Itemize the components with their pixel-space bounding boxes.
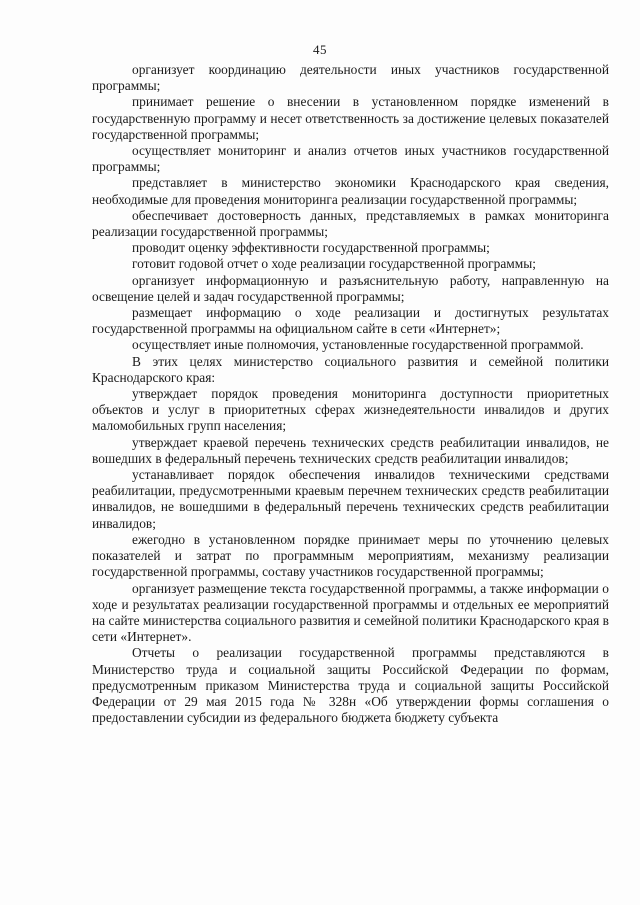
paragraph: размещает информацию о ходе реализации и достигнутых результатах государственной программы на официальном сайте в сети «Интернет»; <box>92 305 609 337</box>
paragraph: осуществляет иные полномочия, установленные государственной программой. <box>132 337 584 353</box>
paragraph: представляет в министерство экономики Краснодарского края сведения, необходимые для проведения мониторинга реализации государственной программы; <box>92 175 609 207</box>
paragraph: Отчеты о реализации государственной программы представляются в Министерство труда и социальной защиты Российской Федерации по формам, предусмотренным приказом Министерства труда и социальной защиты Российской Федерации от 29 мая 2015 года № 328н «Об утверждении формы соглашения о предоставлении субсидии из федерального бюджета бюджету субъекта <box>92 645 609 726</box>
paragraph: утверждает порядок проведения мониторинга доступности приоритетных объектов и услуг в приоритетных сферах жизнедеятельности инвалидов и других маломобильных групп населения; <box>92 386 609 434</box>
paragraph: осуществляет мониторинг и анализ отчетов иных участников государственной программы; <box>92 143 609 175</box>
document-body <box>92 62 609 726</box>
paragraph: обеспечивает достоверность данных, представляемых в рамках мониторинга реализации государственной программы; <box>92 207 609 240</box>
paragraph: В этих целях министерство социального развития и семейной политики Краснодарского края: <box>92 353 609 385</box>
paragraph: устанавливает порядок обеспечения инвалидов техническими средствами реабилитации, предусмотренными краевым перечнем технических средств реабилитации инвалидов, не вошедшими в федеральный перечень технических средств реабилитации инвалидов; <box>92 467 609 531</box>
paragraph: утверждает краевой перечень технических средств реабилитации инвалидов, не вошедших в федеральный перечень технических средств реабилитации инвалидов; <box>92 434 609 466</box>
paragraph: организует информационную и разъяснительную работу, направленную на освещение целей и задач государственной программы; <box>92 272 609 304</box>
paragraph: готовит годовой отчет о ходе реализации государственной программы; <box>132 256 536 272</box>
paragraph: организует координацию деятельности иных участников государственной программы; <box>92 62 609 94</box>
paragraph: ежегодно в установленном порядке принимает меры по уточнению целевых показателей и затрат по программным мероприятиям, механизму реализации государственной программы, составу участников государственной программы; <box>92 531 609 580</box>
paragraph: принимает решение о внесении в установленном порядке изменений в государственную программу и несет ответственность за достижение целевых показателей государственной программы; <box>92 94 609 142</box>
page-number: 45 <box>313 42 327 57</box>
paragraph: организует размещение текста государственной программы, а также информации о ходе и результатах реализации государственной программы и отдельных ее мероприятий на сайте министерства социального развития и семейной политики Краснодарского края в сети «Интернет». <box>92 580 609 645</box>
paragraph: проводит оценку эффективности государственной программы; <box>132 240 490 256</box>
